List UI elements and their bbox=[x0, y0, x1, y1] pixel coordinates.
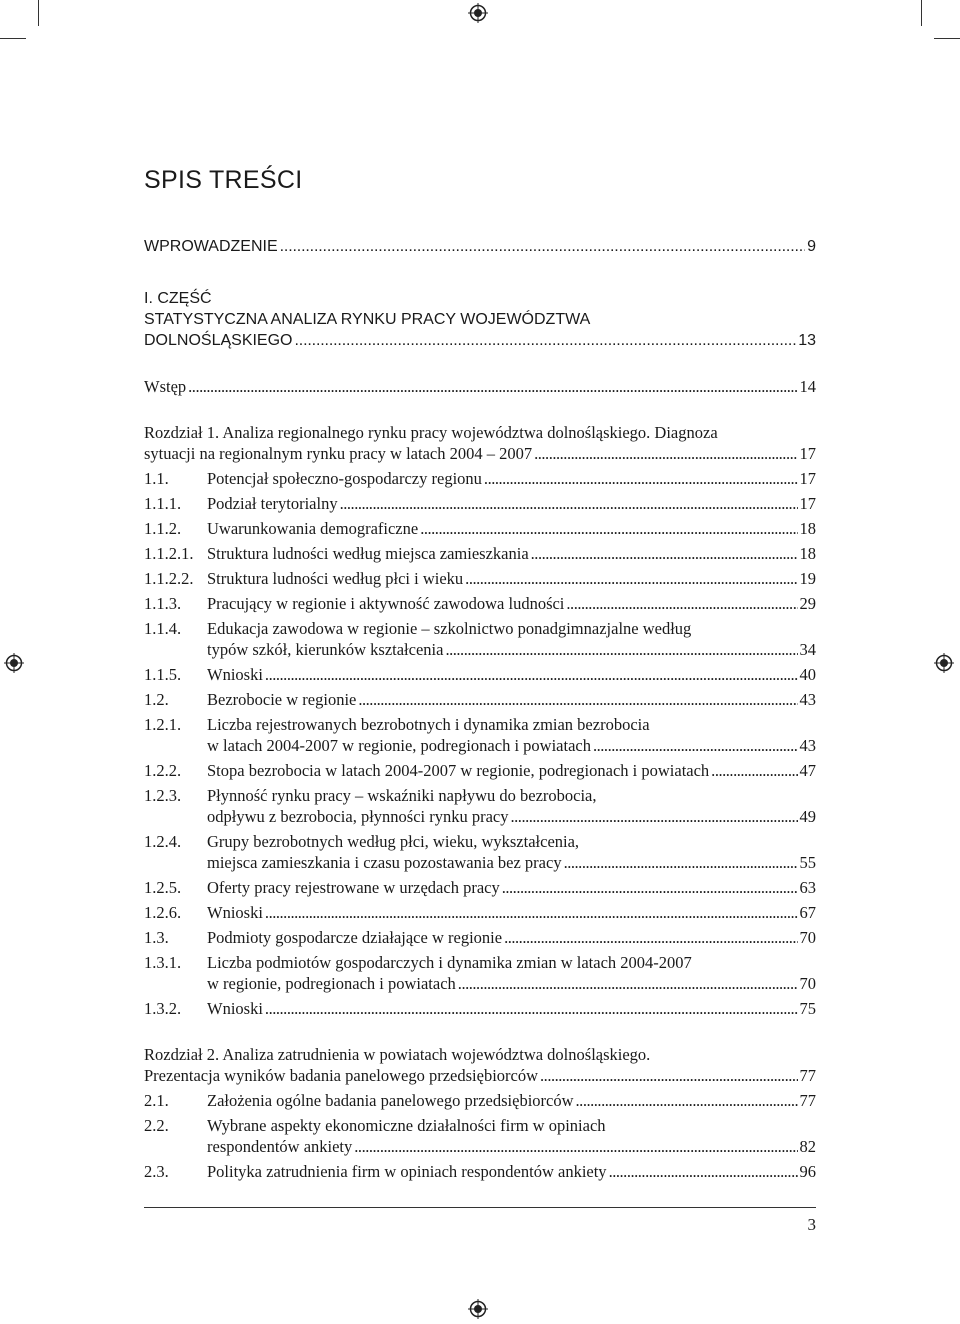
toc-entry-text: sytuacji na regionalnym rynku pracy w latach 2004 – 2007 bbox=[144, 444, 533, 463]
dot-leader bbox=[534, 443, 797, 464]
toc-entry-page: 82 bbox=[799, 1137, 816, 1156]
dot-leader bbox=[354, 1136, 797, 1157]
toc-entry-text: Polityka zatrudnienia firm w opiniach respondentów ankiety bbox=[207, 1162, 607, 1181]
toc-entry-text: w regionie, podregionach i powiatach bbox=[207, 974, 456, 993]
dot-leader bbox=[502, 877, 798, 898]
crop-mark-top-right-vertical bbox=[921, 0, 922, 26]
dot-leader bbox=[458, 973, 798, 994]
registration-mark-icon bbox=[934, 653, 954, 673]
toc-entry bbox=[144, 493, 816, 514]
dot-leader bbox=[280, 236, 805, 257]
dot-leader bbox=[188, 376, 797, 397]
toc-entry-page: 29 bbox=[799, 594, 816, 613]
toc-entry-page: 96 bbox=[799, 1162, 816, 1181]
dot-leader bbox=[540, 1065, 797, 1086]
dot-leader bbox=[445, 639, 797, 660]
toc-entry-text: Założenia ogólne badania panelowego przedsiębiorców bbox=[207, 1091, 574, 1110]
crop-mark-top-left-horizontal bbox=[0, 38, 26, 39]
toc-entry-page: 49 bbox=[799, 807, 816, 826]
toc-entry-number: 1.1.4. bbox=[144, 619, 182, 638]
toc-entry-page: 77 bbox=[799, 1066, 816, 1085]
toc-entry-text: miejsca zamieszkania i czasu pozostawania bez pracy bbox=[207, 853, 562, 872]
toc-entry bbox=[144, 877, 816, 898]
toc-entry bbox=[144, 664, 816, 685]
toc-entry-number: 1.1.2.2. bbox=[144, 569, 194, 588]
toc-entry-page: 55 bbox=[799, 853, 816, 872]
footer-rule bbox=[144, 1207, 816, 1208]
toc-entry-page: 70 bbox=[799, 928, 816, 947]
toc-entry-text: Potencjał społeczno-gospodarczy regionu bbox=[207, 469, 482, 488]
toc-entry-text: Prezentacja wyników badania panelowego przedsiębiorców bbox=[144, 1066, 539, 1085]
toc-entry-number: 1.3. bbox=[144, 928, 169, 947]
toc-entry bbox=[144, 1044, 816, 1086]
toc-entry-text: Struktura ludności według miejsca zamieszkania bbox=[207, 544, 529, 563]
toc-entry bbox=[144, 518, 816, 539]
toc-entry-page: 17 bbox=[799, 444, 816, 463]
toc-entry-page: 17 bbox=[799, 469, 816, 488]
toc-entry-number: 1.1.2.1. bbox=[144, 544, 194, 563]
toc-entry-number: 1.2.1. bbox=[144, 715, 182, 734]
toc-entry-page: 43 bbox=[799, 690, 816, 709]
toc-entry-text: Wnioski bbox=[207, 903, 263, 922]
toc-entry-text: Grupy bezrobotnych według płci, wieku, wykształcenia, bbox=[207, 832, 580, 851]
toc-entry-text: Wnioski bbox=[207, 999, 263, 1018]
toc-entry-number: 1.1.5. bbox=[144, 665, 182, 684]
toc-entry bbox=[144, 422, 816, 464]
toc-entry-text: I. CZĘŚĆ bbox=[144, 290, 212, 307]
toc-entry-number: 1.2.4. bbox=[144, 832, 182, 851]
page-title: SPIS TREŚCI bbox=[144, 166, 303, 194]
toc-entry-number: 1.2.6. bbox=[144, 903, 182, 922]
dot-leader bbox=[484, 468, 798, 489]
toc-entry-text: Struktura ludności według płci i wieku bbox=[207, 569, 464, 588]
dot-leader bbox=[504, 927, 797, 948]
toc-entry-page: 47 bbox=[799, 761, 816, 780]
toc-entry bbox=[144, 927, 816, 948]
toc-entry bbox=[144, 468, 816, 489]
toc-entry-text: STATYSTYCZNA ANALIZA RYNKU PRACY WOJEWÓDZTWA bbox=[144, 311, 591, 328]
dot-leader bbox=[593, 735, 798, 756]
toc-entry-text: Pracujący w regionie i aktywność zawodowa ludności bbox=[207, 594, 565, 613]
toc-entry bbox=[144, 785, 816, 827]
toc-entry-text: DOLNOŚLĄSKIEGO bbox=[144, 332, 293, 349]
toc-entry-text: Bezrobocie w regionie bbox=[207, 690, 357, 709]
toc-entry-page: 34 bbox=[799, 640, 816, 659]
dot-leader bbox=[531, 543, 798, 564]
crop-mark-top-right-horizontal bbox=[934, 38, 960, 39]
toc-entry bbox=[144, 288, 816, 351]
dot-leader bbox=[511, 806, 798, 827]
toc-entry bbox=[144, 998, 816, 1019]
toc-entry-text: w latach 2004-2007 w regionie, podregionach i powiatach bbox=[207, 736, 591, 755]
toc-entry-page: 17 bbox=[799, 494, 816, 513]
toc-entry-text: WPROWADZENIE bbox=[144, 238, 278, 255]
toc-entry-text: respondentów ankiety bbox=[207, 1137, 353, 1156]
toc-entry-text: Płynność rynku pracy – wskaźniki napływu do bezrobocia, bbox=[207, 786, 597, 805]
dot-leader bbox=[420, 518, 797, 539]
toc-entry-text: Liczba rejestrowanych bezrobotnych i dynamika zmian bezrobocia bbox=[207, 715, 650, 734]
toc-entry-page: 63 bbox=[799, 878, 816, 897]
toc-entry-page: 19 bbox=[799, 569, 816, 588]
dot-leader bbox=[566, 593, 797, 614]
registration-mark-icon bbox=[468, 1299, 488, 1319]
dot-leader bbox=[265, 902, 798, 923]
dot-leader bbox=[465, 568, 797, 589]
toc-entry-number: 1.3.1. bbox=[144, 953, 182, 972]
dot-leader bbox=[358, 689, 797, 710]
toc-entry-page: 18 bbox=[799, 519, 816, 538]
toc-entry-number: 1.1.1. bbox=[144, 494, 182, 513]
toc-entry-number: 1.2. bbox=[144, 690, 169, 709]
toc-entry bbox=[144, 593, 816, 614]
toc-entry-page: 75 bbox=[799, 999, 816, 1018]
toc-entry bbox=[144, 831, 816, 873]
toc-entry-number: 1.3.2. bbox=[144, 999, 182, 1018]
toc-entry-text: Uwarunkowania demograficzne bbox=[207, 519, 419, 538]
toc-entry-number: 1.2.5. bbox=[144, 878, 182, 897]
toc-entry-text: Edukacja zawodowa w regionie – szkolnictwo ponadgimnazjalne według bbox=[207, 619, 692, 638]
toc-entry-text: Oferty pracy rejestrowane w urzędach pracy bbox=[207, 878, 500, 897]
toc-entry bbox=[144, 689, 816, 710]
dot-leader bbox=[265, 998, 798, 1019]
toc-entry-page: 14 bbox=[799, 377, 816, 396]
toc-entry-number: 1.2.2. bbox=[144, 761, 182, 780]
registration-mark-icon bbox=[468, 3, 488, 23]
toc-entry bbox=[144, 714, 816, 756]
toc-entry bbox=[144, 1161, 816, 1182]
toc-entry-text: Rozdział 1. Analiza regionalnego rynku pracy województwa dolnośląskiego. Diagnoza bbox=[144, 423, 718, 442]
toc-entry-page: 67 bbox=[799, 903, 816, 922]
toc-entry-page: 77 bbox=[799, 1091, 816, 1110]
dot-leader bbox=[295, 330, 797, 351]
toc-entry-number: 1.1.2. bbox=[144, 519, 182, 538]
toc-entry-page: 40 bbox=[799, 665, 816, 684]
toc-entry-number: 1.2.3. bbox=[144, 786, 182, 805]
toc-entry-text: Podmioty gospodarcze działające w regionie bbox=[207, 928, 503, 947]
dot-leader bbox=[340, 493, 798, 514]
toc-entry bbox=[144, 236, 816, 257]
dot-leader bbox=[609, 1161, 798, 1182]
dot-leader bbox=[711, 760, 797, 781]
toc-entry bbox=[144, 568, 816, 589]
toc-entry-text: Podział terytorialny bbox=[207, 494, 338, 513]
dot-leader bbox=[576, 1090, 798, 1111]
toc-entry-number: 1.1. bbox=[144, 469, 169, 488]
toc-entry bbox=[144, 618, 816, 660]
toc-entry-page: 13 bbox=[798, 332, 816, 349]
toc-entry-text: Rozdział 2. Analiza zatrudnienia w powiatach województwa dolnośląskiego. bbox=[144, 1045, 651, 1064]
toc-entry bbox=[144, 902, 816, 923]
toc-entry bbox=[144, 1115, 816, 1157]
toc-entry-number: 2.3. bbox=[144, 1162, 169, 1181]
toc-entry-page: 18 bbox=[799, 544, 816, 563]
toc-entry bbox=[144, 952, 816, 994]
table-of-contents bbox=[144, 236, 816, 1182]
toc-entry-text: Liczba podmiotów gospodarczych i dynamika zmian w latach 2004-2007 bbox=[207, 953, 692, 972]
dot-leader bbox=[265, 664, 798, 685]
toc-entry bbox=[144, 760, 816, 781]
toc-entry-text: odpływu z bezrobocia, płynności rynku pracy bbox=[207, 807, 509, 826]
toc-entry bbox=[144, 543, 816, 564]
toc-entry-page: 70 bbox=[799, 974, 816, 993]
toc-entry-text: typów szkół, kierunków kształcenia bbox=[207, 640, 444, 659]
toc-entry-text: Wstęp bbox=[144, 377, 187, 396]
toc-entry bbox=[144, 1090, 816, 1111]
toc-entry bbox=[144, 376, 816, 397]
page-number: 3 bbox=[807, 1215, 816, 1234]
toc-entry-text: Wybrane aspekty ekonomiczne działalności firm w opiniach bbox=[207, 1116, 606, 1135]
crop-mark-top-left-vertical bbox=[38, 0, 39, 26]
toc-entry-page: 9 bbox=[807, 238, 816, 255]
toc-entry-text: Wnioski bbox=[207, 665, 263, 684]
dot-leader bbox=[564, 852, 798, 873]
registration-mark-icon bbox=[4, 653, 24, 673]
toc-entry-page: 43 bbox=[799, 736, 816, 755]
toc-entry-number: 2.2. bbox=[144, 1116, 169, 1135]
toc-entry-number: 1.1.3. bbox=[144, 594, 182, 613]
toc-entry-text: Stopa bezrobocia w latach 2004-2007 w regionie, podregionach i powiatach bbox=[207, 761, 710, 780]
toc-entry-number: 2.1. bbox=[144, 1091, 169, 1110]
